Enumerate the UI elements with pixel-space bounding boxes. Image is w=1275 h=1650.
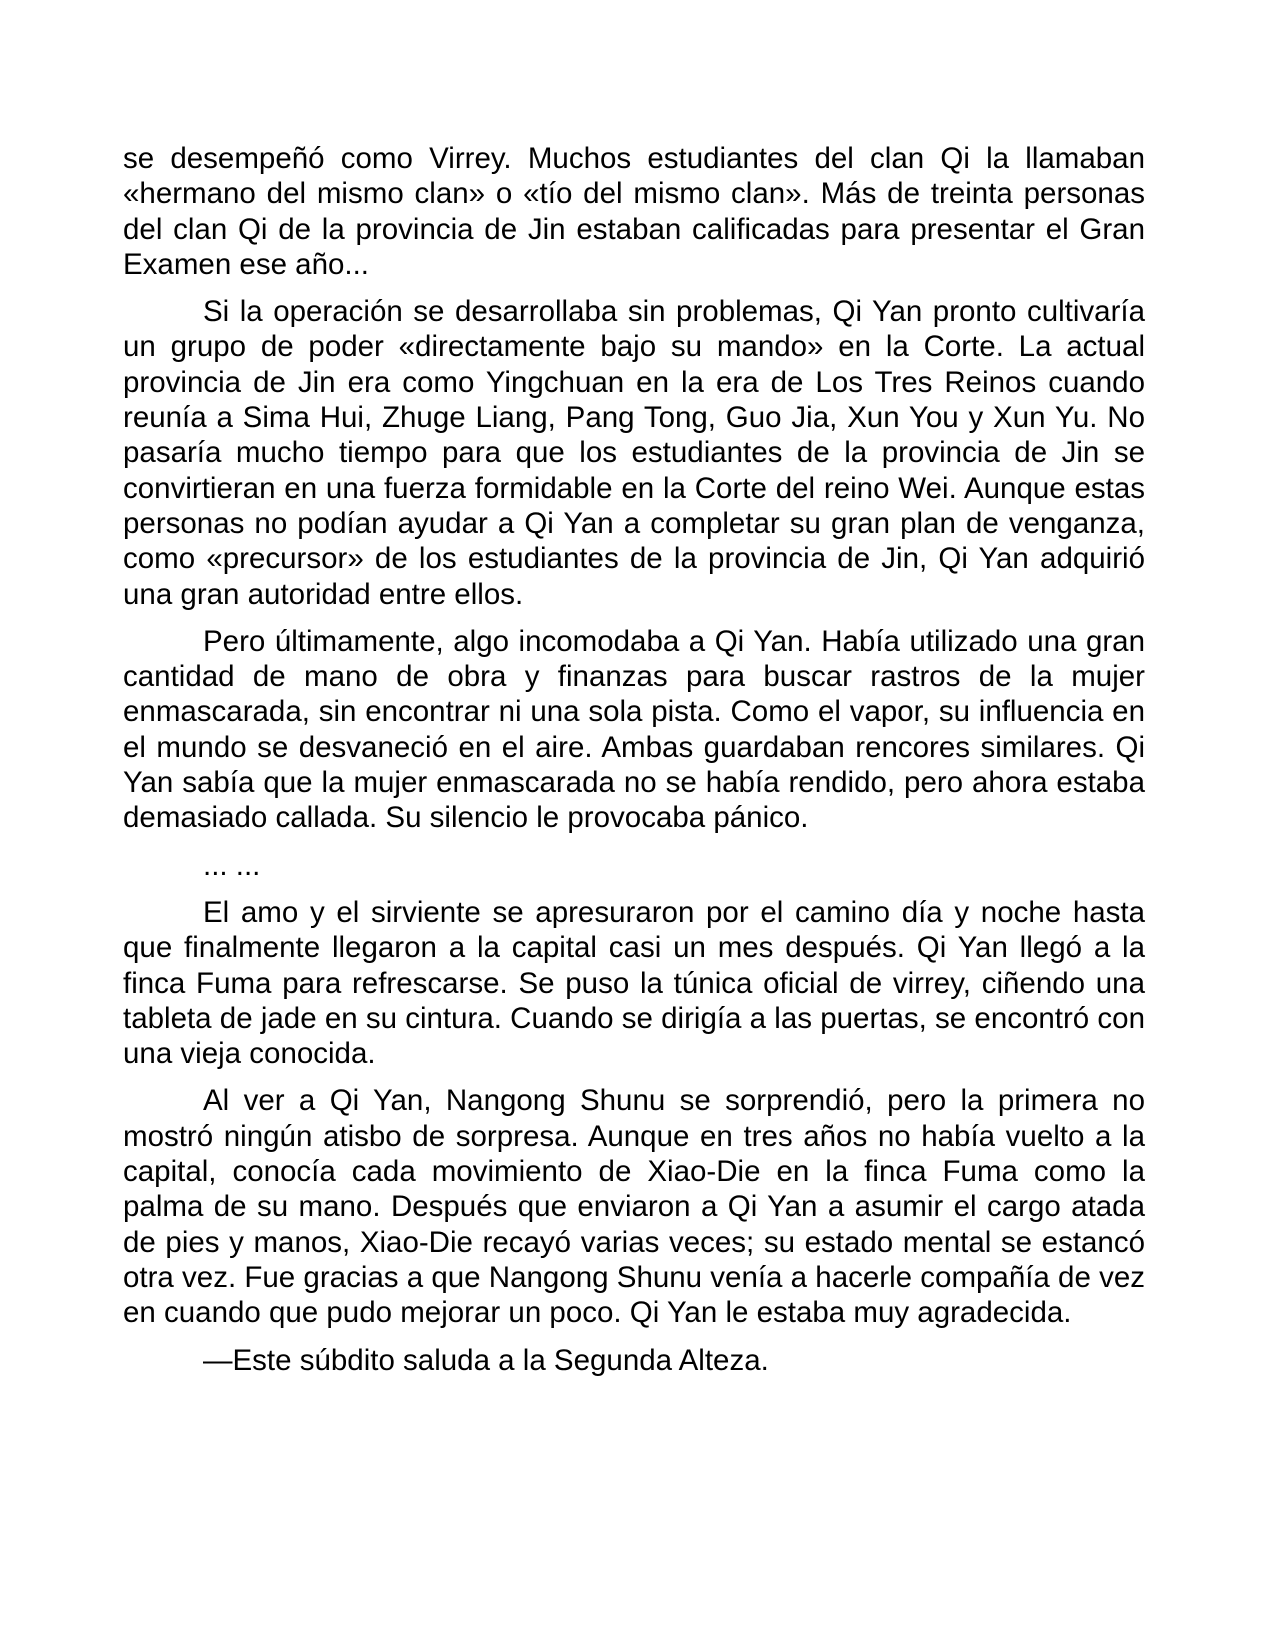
paragraph-masked-woman: Pero últimamente, algo incomodaba a Qi Yan. Había utilizado una gran cantidad de mano de obra y finanzas para buscar rastros de la mujer enmascarada, sin encontrar ni una sola pista. Como el vapor, su influencia en el mundo se desvaneció en el aire. Ambas guardaban rencores similares. Qi Yan sabía que la mujer enmascarada no se había rendido, pero ahora estaba demasiado callada. Su silencio le provocaba pánico. [123,624,1145,835]
paragraph-arrival: El amo y el sirviente se apresuraron por el camino día y noche hasta que finalmente llegaron a la capital casi un mes después. Qi Yan llegó a la finca Fuma para refrescarse. Se puso la túnica oficial de virrey, ciñendo una tableta de jade en su cintura. Cuando se dirigía a las puertas, se encontró con una vieja conocida. [123,895,1145,1071]
scene-break: ... ... [203,848,261,882]
dialogue-line: —Este súbdito saluda a la Segunda Alteza. [203,1343,769,1377]
paragraph-operation: Si la operación se desarrollaba sin problemas, Qi Yan pronto cultivaría un grupo de poder «directamente bajo su mando» en la Corte. La actual provincia de Jin era como Yingchuan en la era de Los Tres Reinos cuando reunía a Sima Hui, Zhuge Liang, Pang Tong, Guo Jia, Xun You y Xun Yu. No pasaría mucho tiempo para que los estudiantes de la provincia de Jin se convirtieran en una fuerza formidable en la Corte del reino Wei. Aunque estas personas no podían ayudar a Qi Yan a completar su gran plan de venganza, como «precursor» de los estudiantes de la provincia de Jin, Qi Yan adquirió una gran autoridad entre ellos. [123,295,1145,611]
paragraph-continuation: se desempeñó como Virrey. Muchos estudiantes del clan Qi la llamaban «hermano del mismo clan» o «tío del mismo clan». Más de treinta personas del clan Qi de la provincia de Jin estaban calificadas para presentar el Gran Examen ese año... [123,142,1145,281]
document-page [123,141,1145,1390]
paragraph-nangong: Al ver a Qi Yan, Nangong Shunu se sorprendió, pero la primera no mostró ningún atisbo de sorpresa. Aunque en tres años no había vuelto a la capital, conocía cada movimiento de Xiao-Die en la finca Fuma como la palma de su mano. Después que enviaron a Qi Yan a asumir el cargo atada de pies y manos, Xiao-Die recayó varias veces; su estado mental se estancó otra vez. Fue gracias a que Nangong Shunu venía a hacerle compañía de vez en cuando que pudo mejorar un poco. Qi Yan le estaba muy agradecida. [123,1084,1145,1330]
